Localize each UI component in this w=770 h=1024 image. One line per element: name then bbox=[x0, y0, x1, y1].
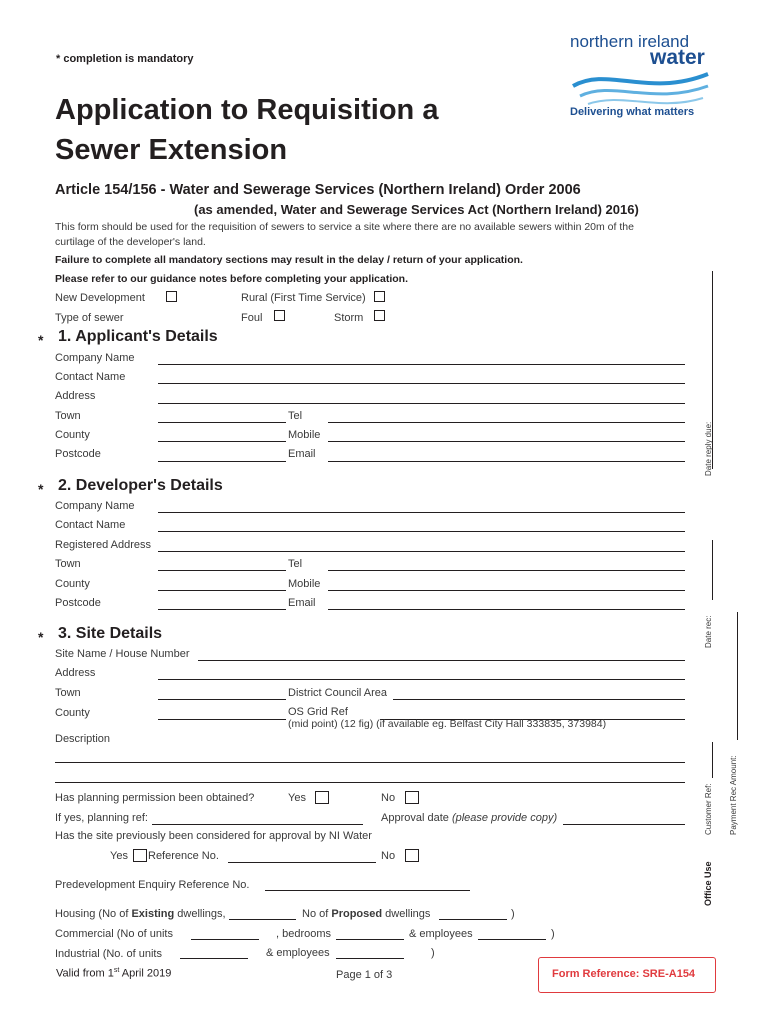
planning-no-label: No bbox=[381, 792, 396, 804]
industrial-employees-field[interactable] bbox=[336, 958, 404, 959]
customer-ref-field[interactable] bbox=[712, 742, 713, 778]
previously-no-label: No bbox=[381, 850, 396, 862]
applicant-county-field[interactable] bbox=[158, 441, 286, 442]
wave-icon bbox=[568, 68, 718, 108]
planning-ref-label: If yes, planning ref: bbox=[55, 812, 148, 824]
applicant-contact-label: Contact Name bbox=[55, 371, 126, 383]
applicant-address-label: Address bbox=[55, 390, 96, 402]
rural-label: Rural (First Time Service) bbox=[241, 292, 366, 304]
intro-text-2: curtilage of the developer's land. bbox=[55, 236, 206, 248]
commercial-employees-field[interactable] bbox=[478, 939, 546, 940]
industrial-close-paren: ) bbox=[431, 947, 435, 959]
foul-label: Foul bbox=[241, 312, 263, 324]
section-applicant-heading: 1. Applicant's Details bbox=[58, 328, 218, 345]
description-field-line2[interactable] bbox=[55, 782, 685, 783]
logo-tagline: Delivering what matters bbox=[570, 106, 695, 118]
site-address-field[interactable] bbox=[158, 679, 685, 680]
applicant-tel-label: Tel bbox=[288, 410, 303, 422]
applicant-county-label: County bbox=[55, 429, 90, 441]
planning-yes-checkbox[interactable] bbox=[315, 791, 329, 804]
planning-question: Has planning permission been obtained? bbox=[55, 792, 255, 804]
developer-county-label: County bbox=[55, 578, 90, 590]
site-town-field[interactable] bbox=[158, 699, 286, 700]
page-number: Page 1 of 3 bbox=[336, 969, 393, 981]
developer-contact-field[interactable] bbox=[158, 531, 685, 532]
logo-line1: northern ireland bbox=[570, 32, 690, 51]
developer-email-field[interactable] bbox=[328, 609, 685, 610]
district-council-field[interactable] bbox=[393, 699, 685, 700]
planning-no-checkbox[interactable] bbox=[405, 791, 419, 804]
storm-label: Storm bbox=[334, 312, 364, 324]
form-reference-box bbox=[538, 957, 716, 993]
applicant-town-field[interactable] bbox=[158, 422, 286, 423]
planning-ref-field[interactable] bbox=[152, 824, 363, 825]
site-county-label: County bbox=[55, 707, 90, 719]
valid-from: Valid from 1st April 2019 bbox=[56, 967, 172, 980]
industrial-units-field[interactable] bbox=[180, 958, 248, 959]
payment-rec-field[interactable] bbox=[737, 612, 738, 740]
section-developer-heading: 2. Developer's Details bbox=[58, 477, 223, 494]
developer-contact-label: Contact Name bbox=[55, 519, 126, 531]
developer-address-field[interactable] bbox=[158, 551, 685, 552]
applicant-contact-field[interactable] bbox=[158, 383, 685, 384]
applicant-postcode-field[interactable] bbox=[158, 461, 286, 462]
commercial-bedrooms-field[interactable] bbox=[336, 939, 404, 940]
site-county-field[interactable] bbox=[158, 719, 286, 720]
mandatory-note: * completion is mandatory bbox=[56, 53, 194, 65]
reference-no-label: Reference No. bbox=[148, 850, 219, 862]
commercial-bedrooms-label: , bedrooms bbox=[276, 928, 332, 940]
approval-date-label: Approval date (please provide copy) bbox=[381, 812, 558, 824]
payment-rec-label: Payment Rec Amount: bbox=[729, 755, 738, 835]
applicant-company-label: Company Name bbox=[55, 352, 135, 364]
housing-label: Housing (No of Existing dwellings, bbox=[55, 908, 226, 920]
previously-yes-checkbox[interactable] bbox=[133, 849, 147, 862]
os-grid-label: OS Grid Ref bbox=[288, 706, 348, 718]
new-development-checkbox[interactable] bbox=[166, 291, 177, 302]
form-reference: Form Reference: SRE-A154 bbox=[552, 968, 696, 980]
customer-ref-label: Customer Ref: bbox=[704, 783, 713, 835]
mandatory-star: * bbox=[38, 629, 44, 645]
applicant-postcode-label: Postcode bbox=[55, 448, 101, 460]
commercial-close-paren: ) bbox=[551, 928, 555, 940]
commercial-label: Commercial (No of units bbox=[55, 928, 173, 940]
applicant-town-label: Town bbox=[55, 410, 81, 422]
logo bbox=[560, 30, 720, 125]
rural-checkbox[interactable] bbox=[374, 291, 385, 302]
predevelopment-field[interactable] bbox=[265, 890, 470, 891]
article-line: Article 154/156 - Water and Sewerage Services (Northern Ireland) Order 2006 bbox=[55, 182, 581, 198]
developer-company-field[interactable] bbox=[158, 512, 685, 513]
reference-no-field[interactable] bbox=[228, 862, 376, 863]
developer-postcode-label: Postcode bbox=[55, 597, 101, 609]
developer-town-label: Town bbox=[55, 558, 81, 570]
site-address-label: Address bbox=[55, 667, 96, 679]
storm-checkbox[interactable] bbox=[374, 310, 385, 321]
mandatory-star: * bbox=[38, 481, 44, 497]
previously-no-checkbox[interactable] bbox=[405, 849, 419, 862]
mandatory-star: * bbox=[38, 332, 44, 348]
date-rec-label: Date rec: bbox=[704, 615, 713, 648]
intro-guidance: Please refer to our guidance notes before completing your application. bbox=[55, 273, 408, 285]
type-of-sewer-label: Type of sewer bbox=[55, 312, 124, 324]
applicant-tel-field[interactable] bbox=[328, 422, 685, 423]
industrial-employees-label: & employees bbox=[266, 947, 330, 959]
applicant-address-field[interactable] bbox=[158, 403, 685, 404]
applicant-company-field[interactable] bbox=[158, 364, 685, 365]
applicant-mobile-field[interactable] bbox=[328, 441, 685, 442]
date-rec-field[interactable] bbox=[712, 540, 713, 600]
planning-yes-label: Yes bbox=[288, 792, 306, 804]
amended-line: (as amended, Water and Sewerage Services Act (Northern Ireland) 2016) bbox=[194, 202, 639, 217]
description-label: Description bbox=[55, 733, 111, 745]
section-site-heading: 3. Site Details bbox=[58, 625, 163, 642]
proposed-dwellings-field[interactable] bbox=[439, 919, 507, 920]
site-name-label: Site Name / House Number bbox=[55, 648, 190, 660]
description-field-line1[interactable] bbox=[55, 762, 685, 763]
developer-postcode-field[interactable] bbox=[158, 609, 286, 610]
site-town-label: Town bbox=[55, 687, 81, 699]
commercial-employees-label: & employees bbox=[409, 928, 473, 940]
developer-tel-field[interactable] bbox=[328, 570, 685, 571]
page-title-line1: Application to Requisition a bbox=[55, 94, 439, 126]
developer-mobile-label: Mobile bbox=[288, 578, 321, 590]
district-council-label: District Council Area bbox=[288, 687, 388, 699]
developer-town-field[interactable] bbox=[158, 570, 286, 571]
proposed-dwellings-label: No of Proposed dwellings bbox=[302, 908, 431, 920]
os-grid-note: (mid point) (12 fig) (if available eg. Belfast City Hall 333835, 373984) bbox=[288, 718, 607, 730]
previously-yes-label: Yes bbox=[110, 850, 128, 862]
approval-date-field[interactable] bbox=[563, 824, 685, 825]
applicant-email-field[interactable] bbox=[328, 461, 685, 462]
logo-line2: water bbox=[650, 46, 705, 69]
developer-company-label: Company Name bbox=[55, 500, 135, 512]
office-use-label: Office Use bbox=[703, 861, 713, 906]
developer-mobile-field[interactable] bbox=[328, 590, 685, 591]
developer-registered-address-label: Registered Address bbox=[55, 539, 151, 551]
developer-email-label: Email bbox=[288, 597, 316, 609]
developer-county-field[interactable] bbox=[158, 590, 286, 591]
new-development-label: New Development bbox=[55, 292, 145, 304]
applicant-email-label: Email bbox=[288, 448, 316, 460]
foul-checkbox[interactable] bbox=[274, 310, 285, 321]
previously-question: Has the site previously been considered for approval by NI Water bbox=[55, 830, 372, 842]
industrial-label: Industrial (No. of units bbox=[55, 948, 162, 960]
existing-dwellings-field[interactable] bbox=[229, 919, 296, 920]
applicant-mobile-label: Mobile bbox=[288, 429, 321, 441]
predevelopment-label: Predevelopment Enquiry Reference No. bbox=[55, 879, 250, 891]
intro-warning: Failure to complete all mandatory sections may result in the delay / return of your application. bbox=[55, 254, 523, 266]
developer-tel-label: Tel bbox=[288, 558, 303, 570]
site-name-field[interactable] bbox=[198, 660, 685, 661]
page-title-line2: Sewer Extension bbox=[55, 134, 288, 166]
commercial-units-field[interactable] bbox=[191, 939, 259, 940]
housing-close-paren: ) bbox=[511, 908, 515, 920]
intro-text-1: This form should be used for the requisition of sewers to service a site where there are no available sewers within 20m of the bbox=[55, 221, 634, 233]
date-reply-due-label: Date reply due: bbox=[704, 421, 713, 476]
